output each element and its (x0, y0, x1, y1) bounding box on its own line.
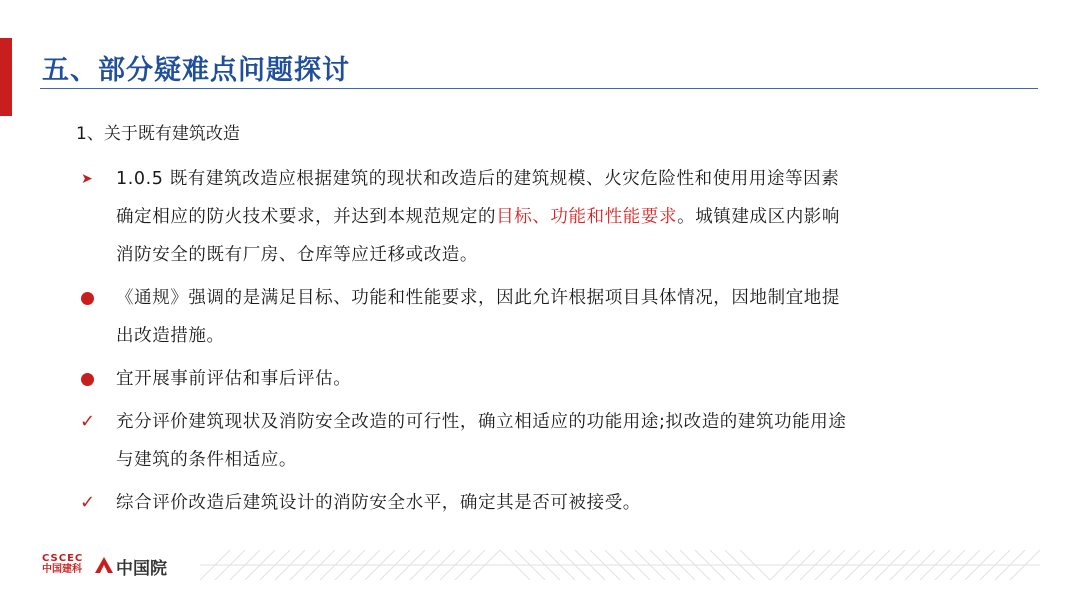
bullet-text (116, 484, 641, 522)
bullet-text (116, 403, 847, 479)
bullet-item (78, 484, 1018, 522)
bullet-line: 消防安全的既有厂房、仓库等应迁移或改造。 (116, 245, 478, 265)
logo-name: 中国建科 (42, 564, 82, 575)
bullet-line: 《通规》强调的是满足目标、功能和性能要求，因此允许根据项目具体情况，因地制宜地提 (116, 288, 840, 308)
bullet-item (78, 279, 1018, 355)
bullet-line-text: 。城镇建成区内影响 (677, 207, 841, 227)
bullet-item (78, 360, 1018, 398)
bullet-list (78, 160, 1018, 527)
footer (42, 548, 1042, 582)
arrow-icon: ➤ (81, 171, 93, 187)
title-accent-bar (0, 38, 12, 116)
bullet-text (116, 360, 351, 398)
bullet-line: 与建筑的条件相适应。 (116, 450, 297, 470)
bullet-line: 1.0.5 既有建筑改造应根据建筑的现状和改造后的建筑规模、火灾危险性和使用用途等因素 (116, 169, 840, 189)
brand-mark-icon (94, 556, 114, 574)
dot-icon (78, 360, 116, 398)
bullet-item (78, 403, 1018, 479)
logo-letters: CSCEC (42, 553, 84, 564)
decorative-pattern (200, 550, 1040, 580)
bullet-text (116, 279, 840, 355)
cscec-logo (42, 554, 83, 576)
check-icon: ✓ (80, 411, 96, 432)
slide-title: 五、部分疑难点问题探讨 (42, 55, 350, 86)
bullet-line: 综合评价改造后建筑设计的消防安全水平，确定其是否可被接受。 (116, 493, 641, 513)
institute-logo-text: 中国院 (116, 559, 167, 579)
bullet-text (116, 160, 840, 274)
check-icon: ✓ (80, 492, 96, 513)
dot-icon (78, 279, 116, 317)
bullet-line: 充分评价建筑现状及消防安全改造的可行性，确立相适应的功能用途;拟改造的建筑功能用途 (116, 412, 847, 432)
highlight-text: 目标、功能和性能要求 (496, 207, 678, 227)
title-divider (40, 88, 1038, 89)
bullet-line: 宜开展事前评估和事后评估。 (116, 369, 352, 389)
section-subheading: 1、关于既有建筑改造 (76, 124, 240, 144)
bullet-line-text: 确定相应的防火技术要求，并达到本规范规定的 (116, 207, 497, 227)
bullet-line: 出改造措施。 (116, 326, 225, 346)
bullet-line (116, 198, 840, 236)
bullet-item (78, 160, 1018, 274)
